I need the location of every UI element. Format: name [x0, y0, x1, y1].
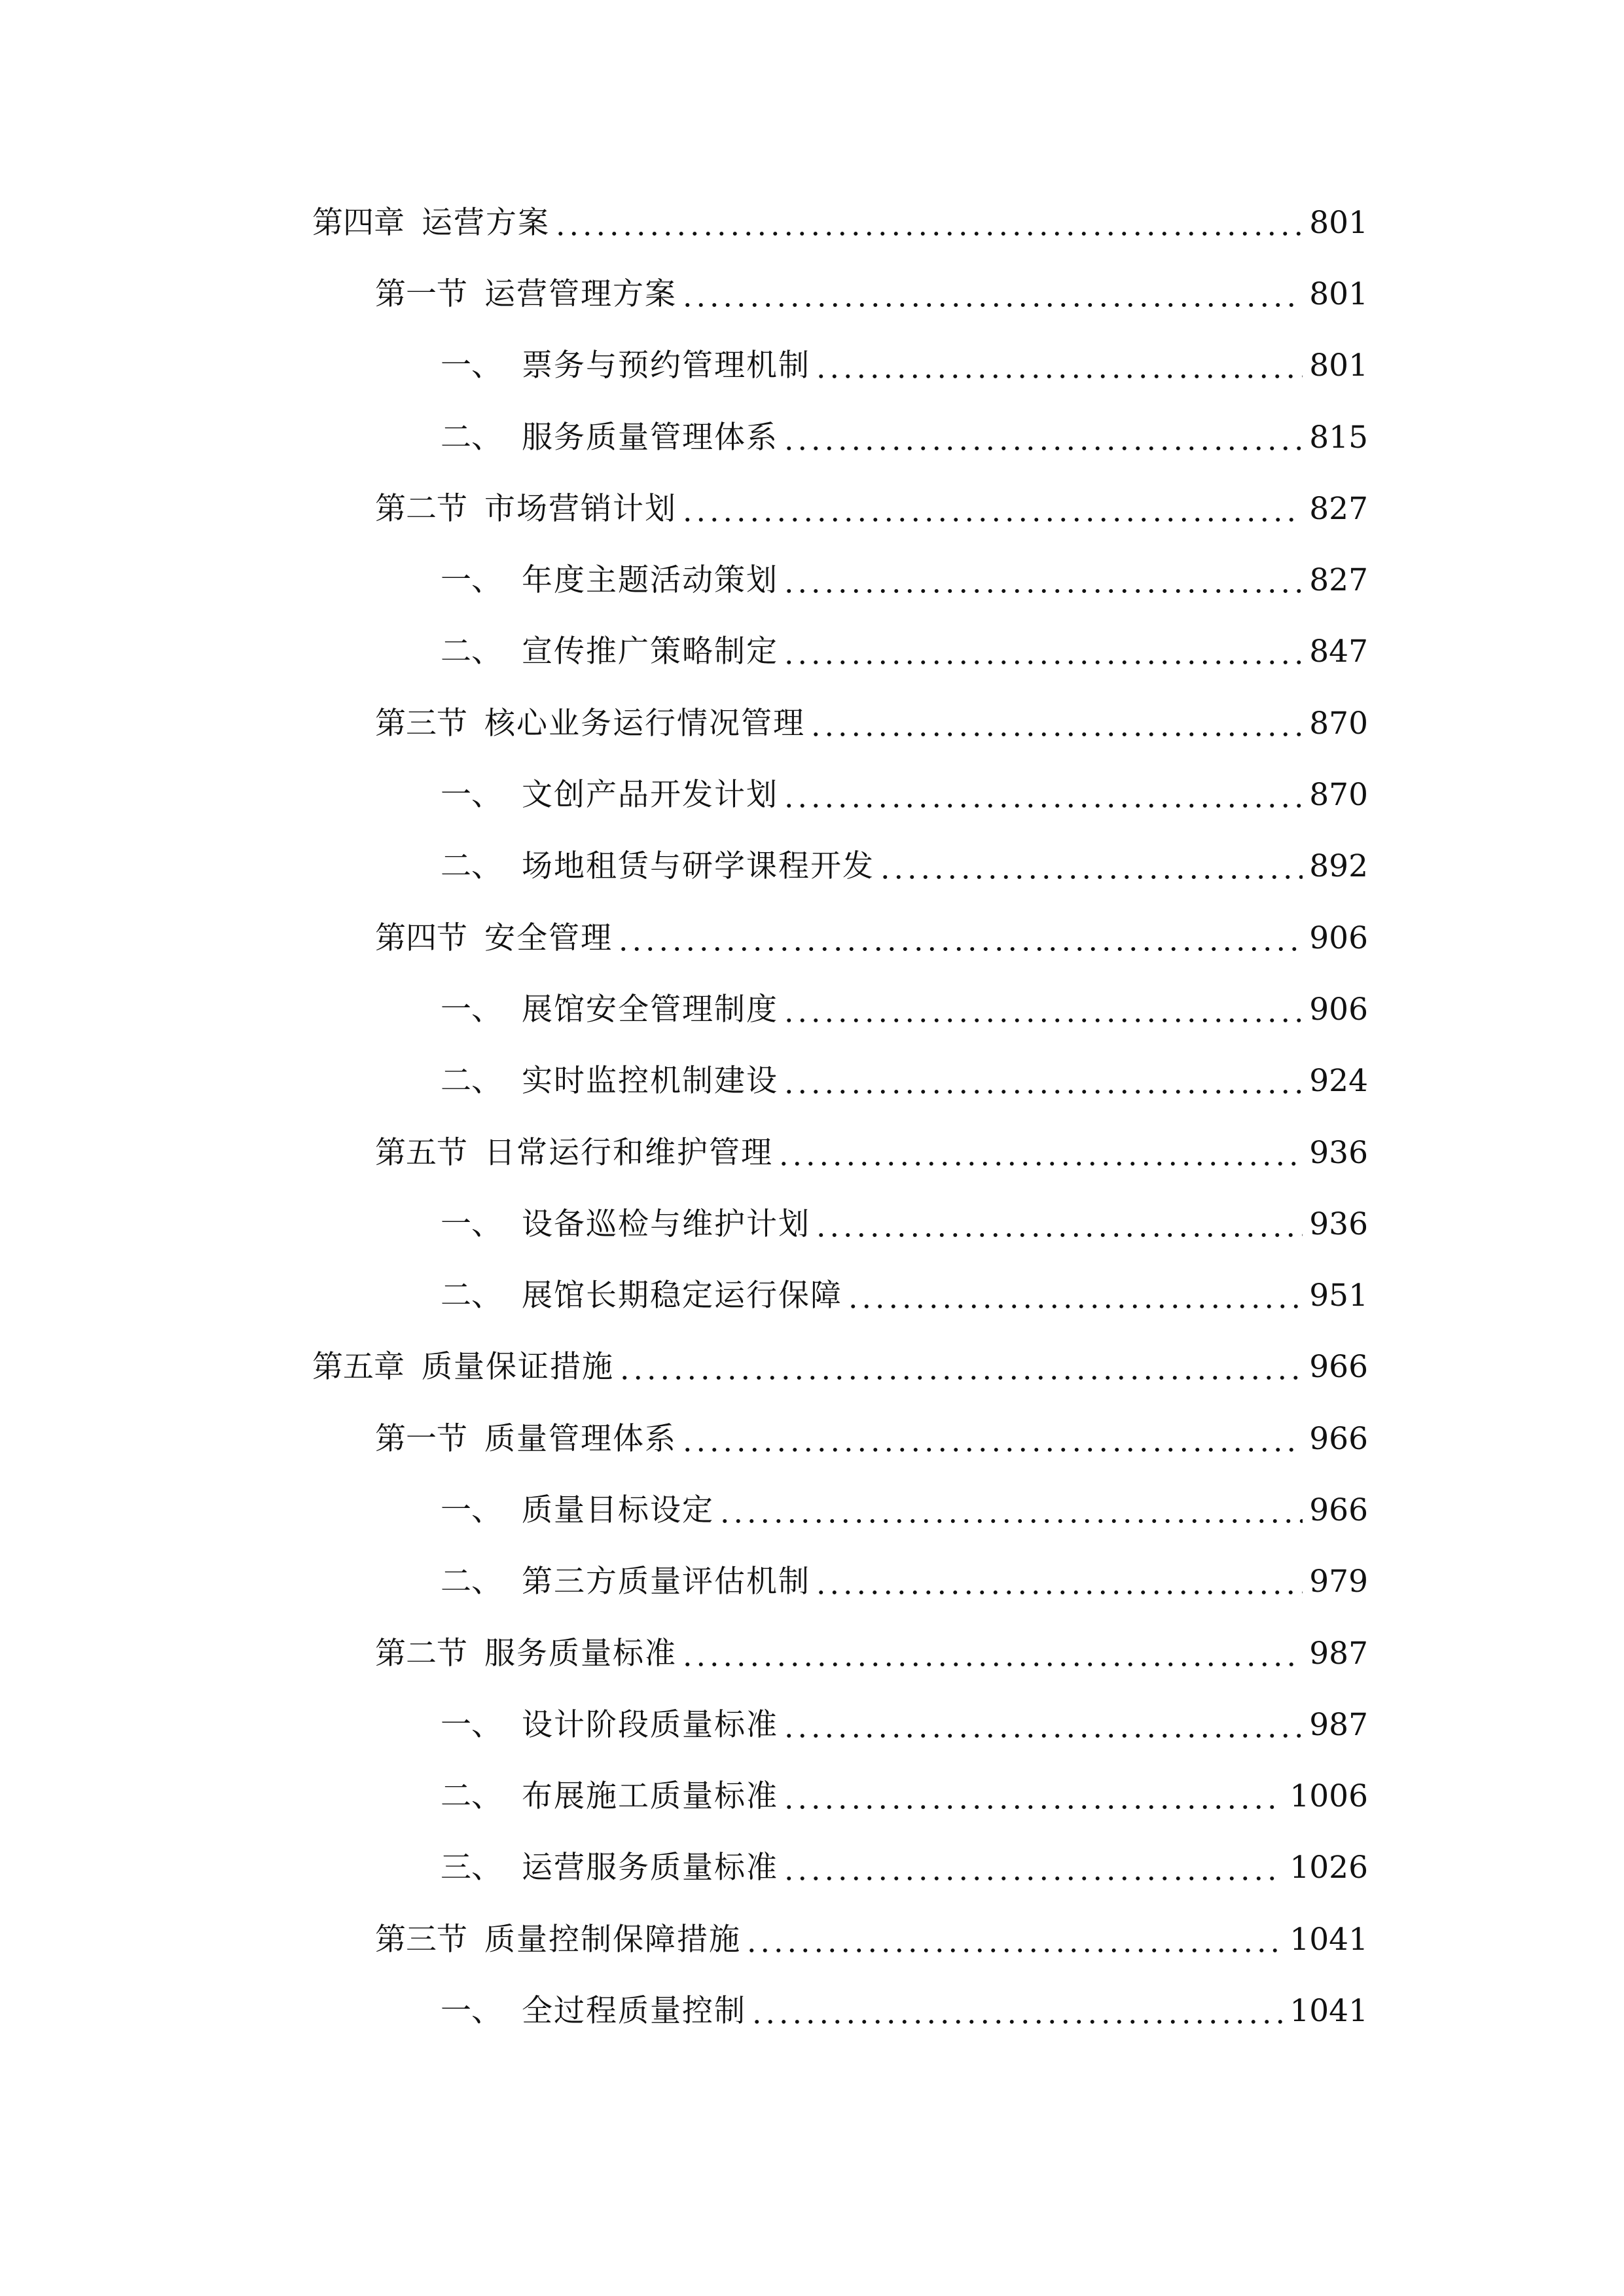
toc-entry-number: 第一节	[375, 276, 467, 312]
toc-entry-number: 第二节	[375, 1635, 467, 1672]
toc-entry-number: 二、	[441, 1564, 502, 1600]
toc-entry-title: 日常运行和维护管理	[484, 1134, 773, 1171]
toc-entry-number: 二、	[441, 1278, 502, 1314]
toc-section-entry[interactable]	[0, 903, 1624, 974]
toc-page-number: 906	[1309, 991, 1368, 1028]
toc-dot-leader	[782, 1707, 1303, 1744]
toc-entry-title: 运营管理方案	[484, 276, 677, 312]
toc-dot-leader	[878, 848, 1303, 885]
toc-entry-title: 文创产品开发计划	[522, 777, 778, 814]
toc-page-number: 1006	[1290, 1778, 1368, 1815]
toc-entry-number: 一、	[441, 991, 502, 1028]
toc-page-number: 951	[1309, 1278, 1368, 1314]
toc-entry-number: 第四章	[312, 204, 405, 241]
toc-dot-leader	[745, 1922, 1283, 1958]
toc-entry-title: 服务质量管理体系	[522, 419, 778, 456]
toc-subsection-entry[interactable]	[0, 759, 1624, 831]
toc-subsection-entry[interactable]	[0, 1975, 1624, 2047]
table-of-contents	[0, 187, 1624, 2047]
toc-page-number: 827	[1309, 562, 1368, 599]
toc-subsection-entry[interactable]	[0, 1189, 1624, 1260]
toc-entry-title: 展馆长期稳定运行保障	[522, 1278, 842, 1314]
toc-dot-leader	[554, 205, 1303, 242]
toc-page-number: 1026	[1290, 1850, 1368, 1886]
toc-entry-title: 运营服务质量标准	[522, 1850, 778, 1886]
toc-page-number: 870	[1309, 777, 1368, 814]
toc-chapter-entry[interactable]	[0, 187, 1624, 259]
toc-entry-number: 第五章	[312, 1349, 405, 1386]
toc-dot-leader	[681, 491, 1303, 528]
toc-entry-title: 运营方案	[422, 204, 550, 241]
toc-entry-number: 一、	[441, 1993, 502, 2030]
toc-entry-number: 一、	[441, 1206, 502, 1242]
toc-entry-number: 二、	[441, 848, 502, 885]
toc-section-entry[interactable]	[0, 1904, 1624, 1975]
toc-subsection-entry[interactable]	[0, 1260, 1624, 1331]
toc-entry-number: 第三节	[375, 705, 467, 742]
toc-entry-title: 安全管理	[484, 920, 613, 956]
toc-dot-leader	[681, 1421, 1303, 1458]
toc-page-number: 979	[1309, 1564, 1368, 1600]
toc-page-number: 906	[1309, 920, 1368, 956]
toc-page-number: 801	[1309, 348, 1368, 384]
toc-section-entry[interactable]	[0, 259, 1624, 330]
toc-dot-leader	[782, 1778, 1283, 1815]
toc-dot-leader	[782, 1063, 1303, 1100]
toc-page-number: 1041	[1290, 1921, 1368, 1958]
toc-entry-title: 质量保证措施	[422, 1349, 614, 1386]
toc-subsection-entry[interactable]	[0, 1475, 1624, 1546]
toc-dot-leader	[782, 562, 1303, 599]
toc-entry-number: 一、	[441, 1492, 502, 1528]
toc-subsection-entry[interactable]	[0, 545, 1624, 616]
toc-entry-number: 一、	[441, 1706, 502, 1743]
toc-subsection-entry[interactable]	[0, 1689, 1624, 1761]
toc-entry-title: 质量管理体系	[484, 1420, 677, 1457]
toc-page-number: 966	[1309, 1492, 1368, 1528]
toc-page-number: 847	[1309, 634, 1368, 670]
toc-entry-title: 质量控制保障措施	[484, 1921, 741, 1958]
toc-dot-leader	[681, 1636, 1303, 1672]
toc-page-number: 801	[1309, 204, 1368, 241]
toc-dot-leader	[618, 1349, 1303, 1386]
toc-dot-leader	[681, 276, 1303, 313]
toc-entry-number: 一、	[441, 777, 502, 814]
toc-entry-title: 场地租赁与研学课程开发	[522, 848, 875, 885]
toc-page-number: 987	[1309, 1706, 1368, 1743]
toc-dot-leader	[814, 1564, 1303, 1600]
toc-page-number: 827	[1309, 490, 1368, 527]
toc-page-number: 936	[1309, 1134, 1368, 1171]
toc-entry-title: 第三方质量评估机制	[522, 1564, 810, 1600]
toc-entry-title: 服务质量标准	[484, 1635, 677, 1672]
toc-entry-title: 质量目标设定	[522, 1492, 714, 1528]
toc-entry-number: 二、	[441, 1063, 502, 1100]
toc-subsection-entry[interactable]	[0, 1833, 1624, 1904]
toc-subsection-entry[interactable]	[0, 1761, 1624, 1833]
toc-entry-title: 宣传推广策略制定	[522, 634, 778, 670]
toc-dot-leader	[814, 348, 1303, 384]
toc-entry-title: 核心业务运行情况管理	[484, 705, 805, 742]
toc-page-number: 966	[1309, 1420, 1368, 1457]
toc-entry-number: 第四节	[375, 920, 467, 956]
toc-entry-title: 全过程质量控制	[522, 1993, 746, 2030]
toc-page-number: 801	[1309, 276, 1368, 312]
toc-page-number: 924	[1309, 1063, 1368, 1100]
toc-dot-leader	[782, 634, 1303, 670]
toc-dot-leader	[814, 1206, 1303, 1243]
toc-page-number: 936	[1309, 1206, 1368, 1242]
toc-entry-number: 一、	[441, 348, 502, 384]
toc-subsection-entry[interactable]	[0, 1046, 1624, 1117]
toc-entry-number: 第一节	[375, 1420, 467, 1457]
toc-entry-title: 市场营销计划	[484, 490, 677, 527]
toc-page-number: 987	[1309, 1635, 1368, 1672]
toc-subsection-entry[interactable]	[0, 974, 1624, 1045]
toc-section-entry[interactable]	[0, 688, 1624, 759]
toc-subsection-entry[interactable]	[0, 617, 1624, 688]
toc-subsection-entry[interactable]	[0, 831, 1624, 903]
toc-page-number: 815	[1309, 419, 1368, 456]
toc-page-number: 892	[1309, 848, 1368, 885]
toc-entry-title: 设备巡检与维护计划	[522, 1206, 810, 1242]
toc-section-entry[interactable]	[0, 1618, 1624, 1689]
toc-dot-leader	[782, 992, 1303, 1028]
toc-dot-leader	[809, 706, 1303, 742]
toc-entry-title: 票务与预约管理机制	[522, 348, 810, 384]
toc-entry-number: 二、	[441, 1778, 502, 1815]
toc-dot-leader	[777, 1135, 1303, 1172]
toc-entry-title: 布展施工质量标准	[522, 1778, 778, 1815]
toc-entry-number: 二、	[441, 419, 502, 456]
toc-entry-number: 第三节	[375, 1921, 467, 1958]
toc-entry-number: 第二节	[375, 490, 467, 527]
toc-dot-leader	[782, 1850, 1283, 1886]
toc-entry-title: 实时监控机制建设	[522, 1063, 778, 1100]
toc-entry-number: 第五节	[375, 1134, 467, 1171]
toc-subsection-entry[interactable]	[0, 402, 1624, 473]
toc-entry-title: 展馆安全管理制度	[522, 991, 778, 1028]
toc-entry-number: 二、	[441, 634, 502, 670]
toc-dot-leader	[782, 420, 1303, 456]
toc-entry-title: 年度主题活动策划	[522, 562, 778, 599]
toc-dot-leader	[718, 1492, 1303, 1529]
toc-subsection-entry[interactable]	[0, 331, 1624, 402]
toc-section-entry[interactable]	[0, 1403, 1624, 1475]
toc-section-entry[interactable]	[0, 473, 1624, 545]
toc-dot-leader	[782, 777, 1303, 814]
toc-entry-number: 一、	[441, 562, 502, 599]
toc-section-entry[interactable]	[0, 1117, 1624, 1189]
toc-page-number: 1041	[1290, 1993, 1368, 2030]
toc-subsection-entry[interactable]	[0, 1547, 1624, 1618]
toc-page-number: 966	[1309, 1349, 1368, 1386]
toc-chapter-entry[interactable]	[0, 1332, 1624, 1403]
toc-page-number: 870	[1309, 705, 1368, 742]
toc-entry-title: 设计阶段质量标准	[522, 1706, 778, 1743]
toc-dot-leader	[617, 920, 1303, 957]
toc-dot-leader	[750, 1993, 1283, 2030]
toc-dot-leader	[846, 1278, 1303, 1314]
toc-entry-number: 三、	[441, 1850, 502, 1886]
